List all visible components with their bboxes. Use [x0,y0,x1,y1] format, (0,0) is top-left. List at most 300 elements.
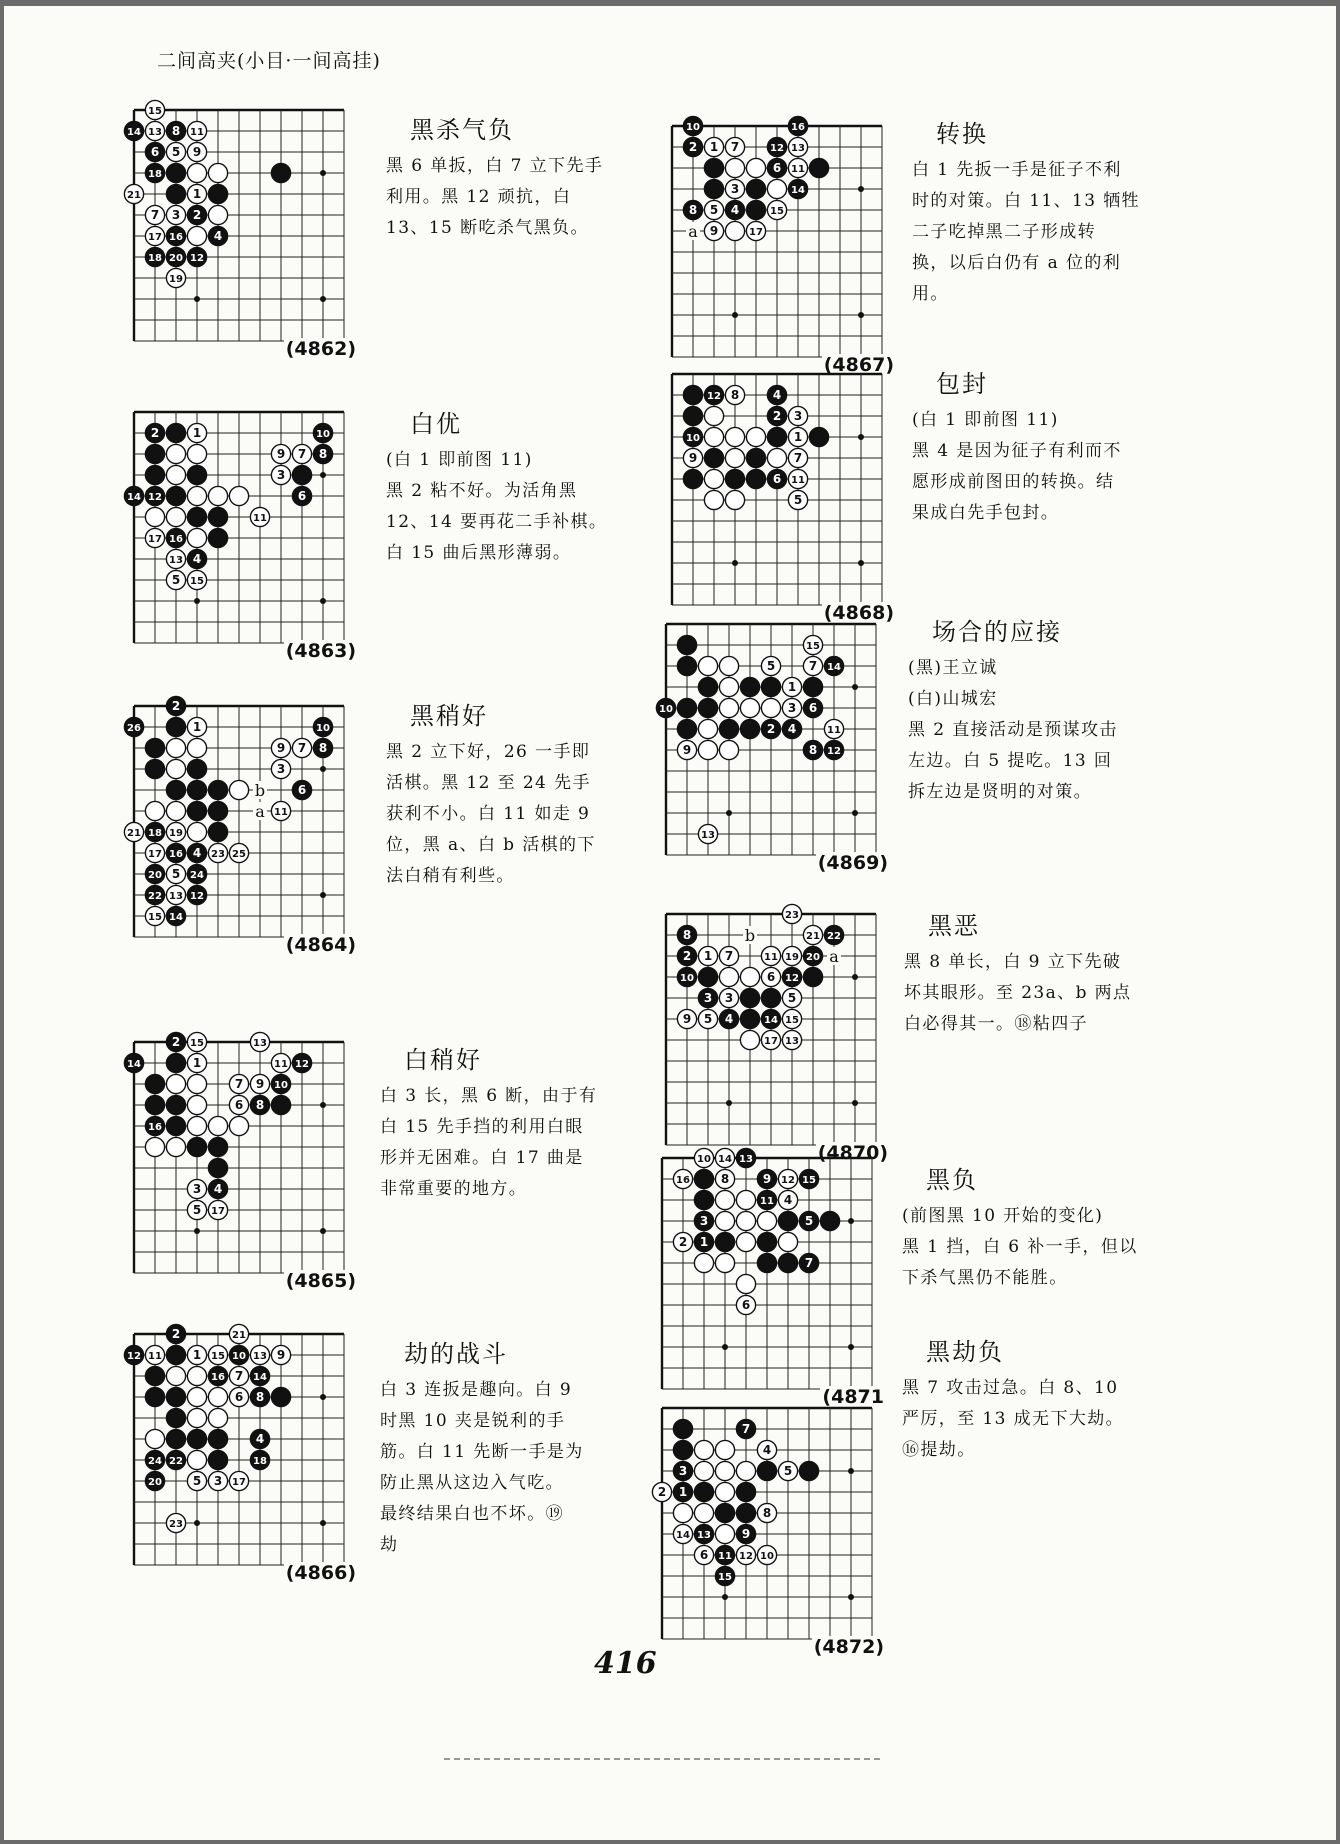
move-number: 10 [274,1080,288,1091]
move-number: 22 [827,931,841,942]
move-number: 5 [709,203,719,217]
commentary-line: 换，以后白仍有 a 位的利 [912,253,1122,273]
move-number: 5 [192,1474,202,1488]
white-stone [757,1211,776,1230]
move-number: 1 [192,1056,202,1070]
move-number: 11 [827,725,841,736]
black-stone [145,1095,164,1114]
white-stone [145,507,164,526]
move-number: 17 [232,1477,246,1488]
commentary-title: 黑恶 [928,912,980,940]
commentary-4871 [902,1160,1150,1294]
move-number: 4 [213,1182,223,1196]
move-number: 1 [703,949,713,963]
move-number: 14 [253,1372,267,1383]
commentary-line: 时黑 10 夹是锐利的手 [380,1411,566,1431]
white-stone [719,698,738,717]
move-number: 9 [688,451,698,465]
commentary-line: 黑 8 单长，白 9 立下先破 [904,952,1122,972]
go-diagram-4870 [654,902,890,1164]
move-number: 7 [793,451,803,465]
move-number: 17 [749,227,763,238]
move-number: 10 [697,1154,711,1165]
white-stone [166,1074,185,1093]
white-stone [208,486,227,505]
commentary-4864 [386,696,634,892]
move-number: 6 [772,161,782,175]
white-stone [694,1461,713,1480]
white-stone [208,1387,227,1406]
star-point [722,1344,728,1350]
black-stone [704,179,723,198]
point-mark-letter: a [829,947,839,966]
move-number: 14 [127,492,141,503]
white-stone [698,656,717,675]
move-number: 7 [234,1369,244,1383]
black-stone [187,1137,206,1156]
star-point [848,1344,854,1350]
move-number: 19 [785,952,799,963]
black-stone [145,1387,164,1406]
white-stone [698,719,717,738]
white-stone [736,1190,755,1209]
move-number: 13 [169,891,183,902]
black-stone [740,677,759,696]
black-stone [187,801,206,820]
commentary-4865 [380,1040,628,1205]
white-stone [715,1190,734,1209]
black-stone [166,184,185,203]
move-number: 6 [741,1298,751,1312]
star-point [722,1594,728,1600]
black-stone [673,1440,692,1459]
move-number: 9 [192,145,202,159]
commentary-line: 黑 6 单扳，白 7 立下先手 [386,156,604,176]
move-number: 3 [724,991,734,1005]
go-board-svg [654,902,890,1164]
move-number: 15 [802,1175,816,1186]
move-number: 14 [718,1154,732,1165]
move-number: 1 [192,187,202,201]
move-number: 13 [169,555,183,566]
move-number: 25 [232,849,246,860]
move-number: 7 [724,949,734,963]
star-point [852,810,858,816]
move-number: 16 [169,232,183,243]
black-stone [187,759,206,778]
move-number: 11 [253,513,267,524]
move-number: 13 [701,830,715,841]
move-number: 3 [213,1474,223,1488]
white-stone [187,1095,206,1114]
move-number: 8 [730,388,740,402]
move-number: 1 [793,430,803,444]
white-stone [715,1524,734,1543]
move-number: 22 [169,1456,183,1467]
commentary-line: 左边。白 5 提吃。13 回 [908,751,1113,771]
black-stone [145,444,164,463]
black-stone [166,780,185,799]
black-stone [704,448,723,467]
move-number: 9 [276,741,286,755]
white-stone [187,1408,206,1427]
move-number: 3 [699,1214,709,1228]
move-number: 6 [234,1098,244,1112]
commentary-title: 转换 [936,120,988,148]
commentary-4868 [912,364,1160,529]
move-number: 3 [730,182,740,196]
black-stone [166,1053,185,1072]
star-point [320,1228,326,1234]
move-number: 11 [274,1059,288,1070]
star-point [194,598,200,604]
commentary-line: 最终结果白也不坏。⑲ [380,1504,564,1524]
black-stone [740,1009,759,1028]
move-number: 7 [297,741,307,755]
go-board-svg [122,98,358,360]
black-stone [694,1169,713,1188]
black-stone [746,469,765,488]
move-number: 10 [232,1351,246,1362]
move-number: 13 [739,1154,753,1165]
commentary-body [386,151,634,244]
white-stone [208,163,227,182]
white-stone [166,507,185,526]
black-stone [677,719,696,738]
move-number: 6 [297,783,307,797]
move-number: 17 [211,1206,225,1217]
move-number: 4 [787,722,797,736]
commentary-title: 白稍好 [404,1046,482,1074]
move-number: 3 [793,409,803,423]
move-number: 8 [318,741,328,755]
move-number: 3 [703,991,713,1005]
move-number: 26 [127,723,141,734]
move-number: 1 [192,426,202,440]
commentary-line: 防止黑从这边入气吃。 [380,1473,564,1493]
move-number: 8 [682,928,692,942]
move-number: 20 [148,870,162,881]
move-number: 3 [787,701,797,715]
commentary-4863 [386,404,634,569]
black-stone [166,1095,185,1114]
diagram-number: (4864) [285,934,356,956]
white-stone [715,1253,734,1272]
move-number: 16 [148,1122,162,1133]
move-number: 12 [190,253,204,264]
commentary-line: 劫 [380,1535,399,1555]
white-stone [740,967,759,986]
black-stone [698,967,717,986]
white-stone [719,656,738,675]
move-number: 3 [171,208,181,222]
commentary-line: 位，黑 a、白 b 活棋的下 [386,835,596,855]
move-number: 8 [255,1390,265,1404]
black-stone [208,1158,227,1177]
move-number: 5 [766,659,776,673]
move-number: 7 [741,1422,751,1436]
move-number: 11 [718,1551,732,1562]
black-stone [820,1211,839,1230]
black-stone [715,1503,734,1522]
black-stone [746,448,765,467]
move-number: 15 [211,1351,225,1362]
move-number: 9 [682,743,692,757]
star-point [848,1218,854,1224]
white-stone [715,1461,734,1480]
star-point [726,810,732,816]
commentary-title: 场合的应接 [932,618,1062,646]
move-number: 16 [169,534,183,545]
commentary-line: 时的对策。白 11、13 牺牲 [912,191,1141,211]
commentary-line: 白 15 曲后黑形薄弱。 [386,543,572,563]
black-stone [166,423,185,442]
black-stone [145,465,164,484]
commentary-body [386,445,634,569]
page-header: 二间高夹(小目·一间高挂) [157,50,381,72]
move-number: 8 [318,447,328,461]
commentary-line: 二子吃掉黑二子形成转 [912,222,1096,242]
move-number: 12 [827,746,841,757]
black-stone [208,801,227,820]
commentary-4869 [908,612,1156,808]
white-stone [694,1503,713,1522]
move-number: 5 [783,1464,793,1478]
white-stone [694,1440,713,1459]
black-stone [761,677,780,696]
move-number: 8 [171,124,181,138]
white-stone [187,738,206,757]
move-number: 18 [253,1456,267,1467]
white-stone [719,967,738,986]
white-stone [166,444,185,463]
black-stone [683,385,702,404]
star-point [194,296,200,302]
book-page [4,6,1336,1840]
move-number: 1 [192,1348,202,1362]
move-number: 13 [253,1038,267,1049]
white-stone [736,1211,755,1230]
commentary-title: 黑劫负 [926,1338,1004,1366]
white-stone [719,677,738,696]
white-stone [166,801,185,820]
move-number: 8 [688,203,698,217]
go-diagram-4862 [122,98,358,360]
move-number: 21 [127,190,141,201]
star-point [852,684,858,690]
move-number: 23 [211,849,225,860]
move-number: 2 [678,1235,688,1249]
commentary-line: 白 1 先扳一手是征子不利 [912,160,1122,180]
move-number: 13 [148,127,162,138]
diagram-number: (4869) [817,852,888,874]
commentary-title: 黑稍好 [410,702,488,730]
move-number: 7 [804,1256,814,1270]
star-point [852,974,858,980]
move-number: 18 [148,169,162,180]
move-number: 24 [190,870,204,881]
black-stone [757,1253,776,1272]
white-stone [778,1232,797,1251]
move-number: 15 [148,912,162,923]
commentary-body [380,1375,628,1561]
page-number: 416 [594,1646,657,1681]
white-stone [187,1116,206,1135]
move-number: 7 [150,208,160,222]
move-number: 2 [171,699,181,713]
black-stone [208,1450,227,1469]
black-stone [683,469,702,488]
move-number: 8 [808,743,818,757]
commentary-line: 12、14 要再花二手补棋。 [386,512,608,532]
black-stone [166,163,185,182]
commentary-title: 黑负 [926,1166,978,1194]
move-number: 7 [730,140,740,154]
move-number: 5 [171,867,181,881]
move-number: 21 [232,1330,246,1341]
white-stone [673,1503,692,1522]
black-stone [187,780,206,799]
move-number: 7 [297,447,307,461]
point-mark-letter: a [255,802,265,821]
move-number: 3 [276,762,286,776]
commentary-body [380,1081,628,1205]
black-stone [799,1461,818,1480]
black-stone [166,1116,185,1135]
white-stone [187,822,206,841]
move-number: 2 [171,1327,181,1341]
go-diagram-4864 [122,694,358,956]
move-number: 2 [192,208,202,222]
commentary-line: 下杀气黑仍不能胜。 [902,1268,1068,1288]
move-number: 4 [192,846,202,860]
white-stone [746,158,765,177]
black-stone [145,1074,164,1093]
star-point [726,1100,732,1106]
go-diagram-4869 [654,612,890,874]
black-stone [208,528,227,547]
white-stone [698,740,717,759]
commentary-line: 白 15 先手挡的利用白眼 [380,1117,584,1137]
diagram-number: (4870) [817,1142,888,1164]
black-stone [715,1232,734,1251]
white-stone [187,1074,206,1093]
move-number: 15 [770,206,784,217]
commentary-line: (黑)王立诚 [908,658,998,678]
commentary-line: 筋。白 11 先断一手是为 [380,1442,584,1462]
white-stone [704,427,723,446]
move-number: 2 [657,1485,667,1499]
commentary-line: 果成白先手包封。 [912,503,1060,523]
white-stone [145,801,164,820]
go-diagram-4867 [660,114,896,376]
white-stone [736,1461,755,1480]
diagram-number: (4863) [285,640,356,662]
move-number: 23 [785,910,799,921]
white-stone [704,469,723,488]
move-number: 12 [739,1551,753,1562]
commentary-4862 [386,110,634,244]
white-stone [208,1408,227,1427]
white-stone [725,448,744,467]
star-point [320,472,326,478]
black-stone [704,158,723,177]
move-number: 4 [724,1012,734,1026]
move-number: 5 [171,145,181,159]
go-board-svg [122,1322,358,1584]
move-number: 14 [827,662,841,673]
black-stone [166,1408,185,1427]
black-stone [292,465,311,484]
move-number: 11 [760,1196,774,1207]
white-stone [208,205,227,224]
star-point [858,434,864,440]
commentary-4867 [912,114,1160,310]
move-number: 12 [707,391,721,402]
black-stone [761,988,780,1007]
move-number: 20 [148,1477,162,1488]
commentary-line: (白 1 即前图 11) [912,410,1059,430]
move-number: 9 [741,1527,751,1541]
move-number: 10 [659,704,673,715]
black-stone [208,507,227,526]
move-number: 11 [764,952,778,963]
black-stone [803,677,822,696]
black-stone [271,163,290,182]
move-number: 13 [785,1036,799,1047]
move-number: 15 [190,576,204,587]
move-number: 12 [127,1351,141,1362]
commentary-line: ⑯提劫。 [902,1440,976,1460]
go-diagram-4871 [650,1146,886,1408]
point-mark-letter: a [688,222,698,241]
move-number: 5 [787,991,797,1005]
white-stone [719,740,738,759]
go-board-svg [122,694,358,956]
star-point [194,1520,200,1526]
move-number: 15 [785,1015,799,1026]
white-stone [145,1137,164,1156]
move-number: 6 [699,1548,709,1562]
move-number: 16 [791,122,805,133]
white-stone [736,1274,755,1293]
commentary-line: 13、15 断吃杀气黑负。 [386,218,589,238]
black-stone [740,719,759,738]
diagram-number: (4872) [813,1636,884,1658]
move-number: 11 [274,807,288,818]
move-number: 14 [676,1530,690,1541]
white-stone [740,1030,759,1049]
black-stone [187,1429,206,1448]
black-stone [698,698,717,717]
move-number: 11 [791,164,805,175]
move-number: 5 [703,1012,713,1026]
commentary-line: 形并无困难。白 17 曲是 [380,1148,584,1168]
move-number: 15 [718,1572,732,1583]
commentary-body [902,1201,1150,1294]
white-stone [187,1450,206,1469]
move-number: 10 [316,429,330,440]
white-stone [166,738,185,757]
star-point [320,598,326,604]
white-stone [725,427,744,446]
commentary-title: 白优 [410,410,462,438]
commentary-body [902,1373,1150,1466]
move-number: 5 [192,1203,202,1217]
move-number: 3 [276,468,286,482]
go-diagram-4872 [650,1396,886,1658]
move-number: 21 [806,931,820,942]
